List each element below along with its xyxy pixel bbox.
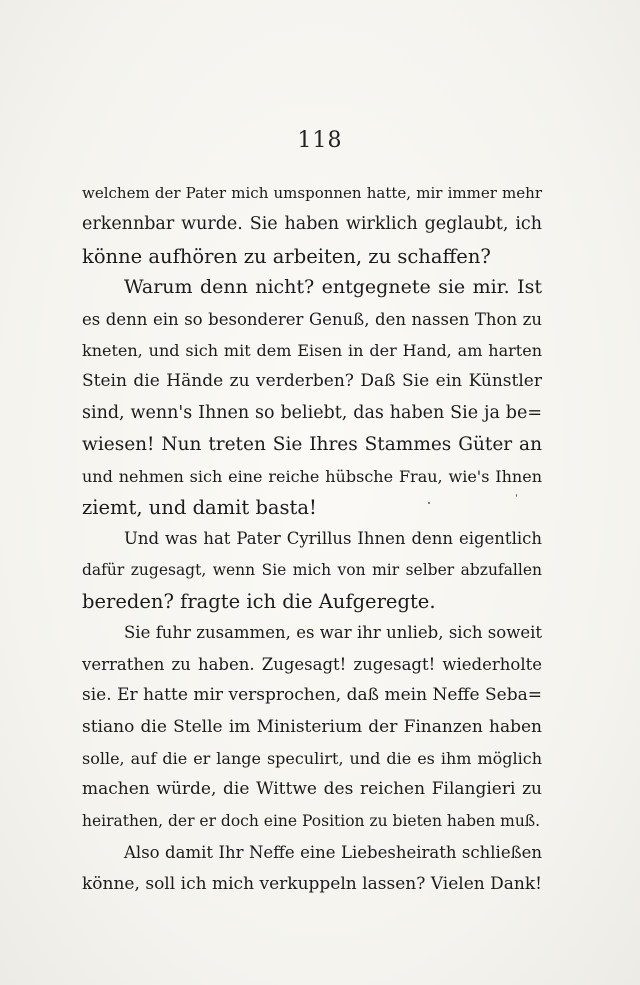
- text-line: stiano die Stelle im Ministerium der Finanzen haben: [82, 716, 542, 737]
- text-line: es denn ein so besonderer Genuß, den nassen Thon zu: [82, 309, 542, 329]
- body-text: [82, 178, 542, 900]
- text-line: könne, soll ich mich verkuppeln lassen? Vielen Dank!: [82, 873, 542, 894]
- text-line: dafür zugesagt, wenn Sie mich von mir selber abzufallen: [82, 560, 542, 579]
- text-line: wiesen! Nun treten Sie Ihres Stammes Güter an: [82, 434, 542, 456]
- text-line: Und was hat Pater Cyrillus Ihnen denn eigentlich: [124, 529, 542, 549]
- text-line: sie. Er hatte mir versprochen, daß mein Neffe Seba=: [82, 685, 542, 706]
- paper-speck: [516, 494, 517, 497]
- text-line: und nehmen sich eine reiche hübsche Frau, wie's Ihnen: [82, 466, 542, 486]
- text-line: verrathen zu haben. Zugesagt! zugesagt! wiederholte: [82, 654, 542, 674]
- paper-speck: [428, 502, 430, 504]
- text-line: kneten, und sich mit dem Eisen in der Hand, am harten: [82, 340, 542, 360]
- text-line: welchem der Pater mich umsponnen hatte, mir immer mehr: [82, 184, 542, 202]
- text-line: Also damit Ihr Neffe eine Liebesheirath schließen: [124, 843, 542, 863]
- text-line: solle, auf die er lange speculirt, und die es ihm möglich: [82, 749, 542, 769]
- text-line: machen würde, die Wittwe des reichen Filangieri zu: [82, 779, 542, 800]
- page-number: 118: [297, 128, 343, 153]
- text-line: ziemt, und damit basta!: [82, 495, 317, 519]
- text-line: erkennbar wurde. Sie haben wirklich geglaubt, ich: [82, 214, 542, 235]
- text-line: könne aufhören zu arbeiten, zu schaffen?: [82, 244, 491, 268]
- text-line: Warum denn nicht? entgegnete sie mir. Ist: [124, 276, 542, 299]
- text-line: heirathen, der er doch eine Position zu bieten haben muß.: [82, 811, 541, 830]
- text-line: sind, wenn's Ihnen so beliebt, das haben Sie ja be=: [82, 402, 542, 423]
- text-line: Sie fuhr zusammen, es war ihr unlieb, sich soweit: [124, 623, 542, 643]
- text-line: bereden? fragte ich die Aufgeregte.: [82, 590, 436, 614]
- text-line: Stein die Hände zu verderben? Daß Sie ein Künstler: [82, 371, 542, 392]
